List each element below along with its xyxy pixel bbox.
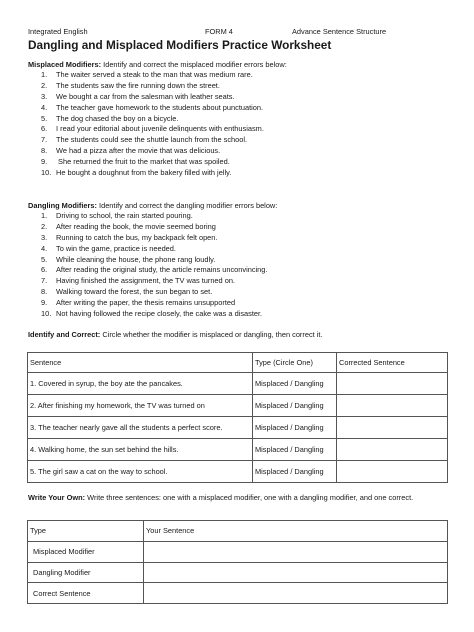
type-choice-cell[interactable]: Misplaced / Dangling: [253, 461, 337, 483]
item-number: 5.: [41, 254, 48, 264]
table-row: [28, 417, 448, 439]
item-text: She returned the fruit to the market that was spoiled.: [56, 157, 230, 167]
list-item: [41, 244, 267, 255]
item-number: 9.: [41, 157, 48, 167]
item-number: 3.: [41, 91, 48, 101]
type-cell: Misplaced Modifier: [28, 541, 144, 562]
list-item: [41, 168, 264, 179]
your-sentence-cell[interactable]: [144, 583, 448, 604]
list-item: [41, 298, 267, 309]
table-row: [28, 395, 448, 417]
table-row: [28, 373, 448, 395]
item-text: The dog chased the boy on a bicycle.: [56, 113, 179, 123]
course-name: Integrated English: [28, 27, 88, 36]
item-number: 2.: [41, 221, 48, 231]
item-number: 1.: [41, 211, 48, 220]
write-own-table: [27, 520, 448, 604]
item-text: The students saw the fire running down the street.: [56, 80, 220, 90]
list-item: [41, 255, 267, 266]
item-text: After reading the original study, the article remains unconvincing.: [56, 265, 268, 275]
item-number: 5.: [41, 113, 48, 123]
dangling-heading: [28, 201, 277, 210]
your-sentence-cell[interactable]: [144, 562, 448, 583]
table-row: [28, 541, 448, 562]
list-item: [41, 70, 264, 81]
corrected-sentence-cell[interactable]: [337, 395, 448, 417]
page-title: Dangling and Misplaced Modifiers Practice Worksheet: [28, 38, 332, 52]
item-text: Walking toward the forest, the sun began to set.: [56, 287, 213, 297]
identify-instruction: Circle whether the modifier is misplaced or dangling, then correct it.: [100, 330, 323, 339]
corrected-sentence-cell[interactable]: [337, 373, 448, 395]
column-header-sentence: Sentence: [28, 353, 253, 373]
misplaced-list: [41, 70, 264, 179]
list-item: [41, 287, 267, 298]
sentence-cell: 5. The girl saw a cat on the way to school.: [28, 461, 253, 483]
item-number: 1.: [41, 70, 48, 79]
list-item: [41, 309, 267, 320]
corrected-sentence-cell[interactable]: [337, 461, 448, 483]
item-text: After writing the paper, the thesis remains unsupported: [56, 298, 236, 308]
table-row: [28, 439, 448, 461]
misplaced-heading-label: Misplaced Modifiers:: [28, 60, 102, 69]
corrected-sentence-cell[interactable]: [337, 439, 448, 461]
write-own-header-row: [28, 521, 448, 542]
list-item: [41, 233, 267, 244]
write-own-instruction: Write three sentences: one with a misplaced modifier, one with a dangling modifier, and one correct.: [85, 493, 414, 502]
item-number: 8.: [41, 287, 48, 297]
write-own-heading-label: Write Your Own:: [28, 493, 86, 502]
sentence-cell: 2. After finishing my homework, the TV was turned on: [28, 395, 253, 417]
column-header-type: Type (Circle One): [253, 353, 337, 373]
type-choice-cell[interactable]: Misplaced / Dangling: [253, 417, 337, 439]
type-choice-cell[interactable]: Misplaced / Dangling: [253, 395, 337, 417]
type-cell: Correct Sentence: [28, 583, 144, 604]
list-item: [41, 92, 264, 103]
form-label: FORM 4: [205, 27, 233, 36]
item-text: Not having followed the recipe closely, the cake was a disaster.: [56, 309, 263, 319]
column-header-type: Type: [28, 521, 144, 542]
item-text: We bought a car from the salesman with leather seats.: [56, 91, 235, 101]
table-row: [28, 583, 448, 604]
type-cell: Dangling Modifier: [28, 562, 144, 583]
item-text: Driving to school, the rain started pouring.: [56, 211, 193, 220]
sentence-cell: 4. Walking home, the sun set behind the hills.: [28, 439, 253, 461]
sentence-cell: 3. The teacher nearly gave all the students a perfect score.: [28, 417, 253, 439]
item-number: 6.: [41, 265, 48, 275]
sentence-cell: 1. Covered in syrup, the boy ate the pancakes.: [28, 373, 253, 395]
identify-heading: [28, 330, 323, 339]
list-item: [41, 211, 267, 222]
item-number: 4.: [41, 243, 48, 253]
write-own-heading: [28, 493, 448, 504]
type-choice-cell[interactable]: Misplaced / Dangling: [253, 373, 337, 395]
item-number: 7.: [41, 276, 48, 286]
identify-heading-label: Identify and Correct:: [28, 330, 101, 339]
column-header-your-sentence: Your Sentence: [144, 521, 448, 542]
item-number: 4.: [41, 102, 48, 112]
item-text: The waiter served a steak to the man that was medium rare.: [56, 70, 253, 79]
list-item: [41, 222, 267, 233]
item-text: The teacher gave homework to the students about punctuation.: [56, 102, 264, 112]
type-choice-cell[interactable]: Misplaced / Dangling: [253, 439, 337, 461]
item-text: I read your editorial about juvenile delinquents with enthusiasm.: [56, 124, 264, 134]
list-item: [41, 81, 264, 92]
list-item: [41, 157, 264, 168]
dangling-instruction: Identify and correct the dangling modifier errors below:: [96, 201, 278, 210]
item-number: 3.: [41, 232, 48, 242]
list-item: [41, 135, 264, 146]
misplaced-heading: [28, 60, 287, 69]
list-item: [41, 276, 267, 287]
dangling-list: [41, 211, 267, 320]
item-number: 9.: [41, 298, 48, 308]
item-number: 6.: [41, 124, 48, 134]
your-sentence-cell[interactable]: [144, 541, 448, 562]
list-item: [41, 103, 264, 114]
item-number: 10.: [41, 309, 52, 319]
item-text: He bought a doughnut from the bakery filled with jelly.: [56, 168, 232, 178]
list-item: [41, 124, 264, 135]
list-item: [41, 265, 267, 276]
item-text: Running to catch the bus, my backpack felt open.: [56, 232, 218, 242]
table-row: [28, 562, 448, 583]
item-text: While cleaning the house, the phone rang loudly.: [56, 254, 216, 264]
item-number: 10.: [41, 168, 52, 178]
item-text: To win the game, practice is needed.: [56, 243, 176, 253]
item-text: Having finished the assignment, the TV was turned on.: [56, 276, 235, 286]
list-item: [41, 146, 264, 157]
column-header-corrected: Corrected Sentence: [337, 353, 448, 373]
item-number: 2.: [41, 80, 48, 90]
item-text: We had a pizza after the movie that was delicious.: [56, 146, 221, 156]
list-item: [41, 114, 264, 125]
dangling-heading-label: Dangling Modifiers:: [28, 201, 97, 210]
identify-header-row: [28, 353, 448, 373]
item-text: The students could see the shuttle launch from the school.: [56, 135, 248, 145]
item-number: 8.: [41, 146, 48, 156]
misplaced-instruction: Identify and correct the misplaced modifier errors below:: [101, 60, 287, 69]
corrected-sentence-cell[interactable]: [337, 417, 448, 439]
identify-table: [27, 352, 448, 483]
item-text: After reading the book, the movie seemed boring: [56, 221, 216, 231]
topic-label: Advance Sentence Structure: [292, 27, 387, 36]
table-row: [28, 461, 448, 483]
item-number: 7.: [41, 135, 48, 145]
